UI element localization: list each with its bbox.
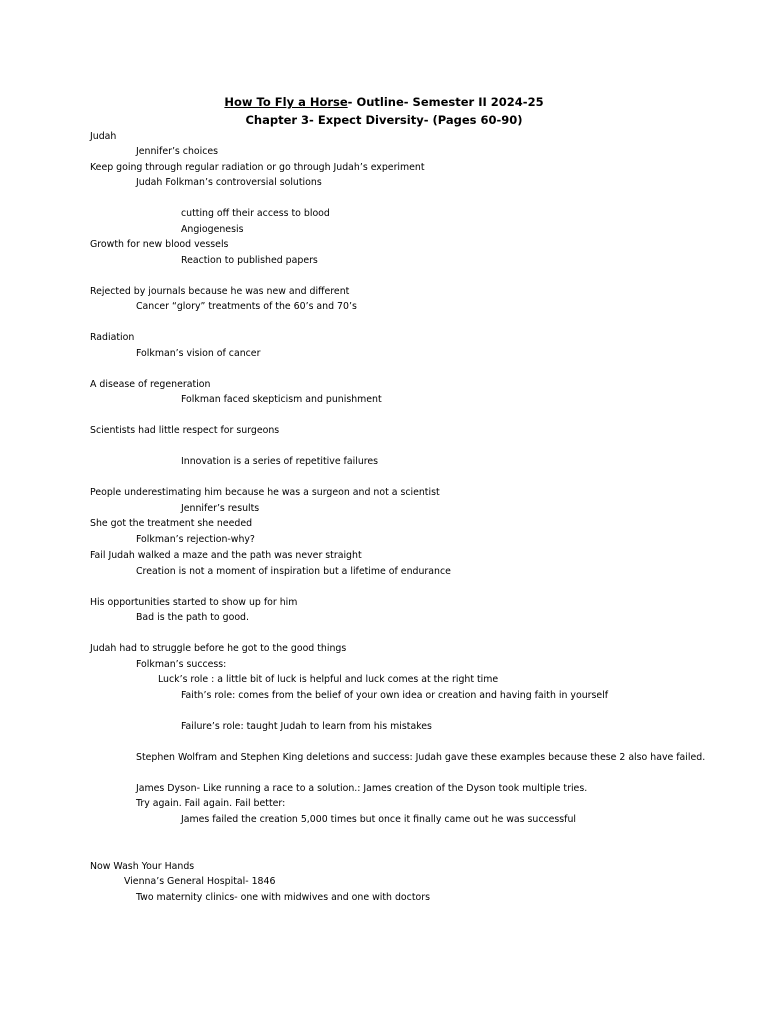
outline-line: Failure’s role: taught Judah to learn from his mistakes <box>181 721 432 732</box>
outline-line: Stephen Wolfram and Stephen King deletions and success: Judah gave these examples because these 2 also have failed. <box>136 752 706 763</box>
outline-line: Folkman’s success: <box>136 659 227 670</box>
outline-line: Judah had to struggle before he got to the good things <box>90 643 347 654</box>
outline-line: Angiogenesis <box>181 224 244 235</box>
outline-line: Keep going through regular radiation or go through Judah’s experiment <box>90 162 425 173</box>
document-title <box>0 95 768 109</box>
outline-line: Luck’s role : a little bit of luck is helpful and luck comes at the right time <box>158 674 499 685</box>
outline-line: Radiation <box>90 332 135 343</box>
outline-line: Rejected by journals because he was new and different <box>90 286 350 297</box>
outline-line: Folkman’s vision of cancer <box>136 348 261 359</box>
outline-line: Jennifer’s results <box>181 503 260 514</box>
outline-line: People underestimating him because he was a surgeon and not a scientist <box>90 487 440 498</box>
outline-line: Now Wash Your Hands <box>90 861 195 872</box>
outline-line: Fail Judah walked a maze and the path was never straight <box>90 550 362 561</box>
outline-line: Innovation is a series of repetitive failures <box>181 456 379 467</box>
outline-line: She got the treatment she needed <box>90 518 253 529</box>
outline-line: Folkman’s rejection-why? <box>136 534 255 545</box>
chapter-heading: Chapter 3- Expect Diversity- (Pages 60-90) <box>245 113 523 127</box>
outline-line: Judah <box>90 131 117 142</box>
title-suffix: - Outline- Semester II 2024-25 <box>347 95 544 109</box>
outline-line: James failed the creation 5,000 times but once it finally came out he was successful <box>181 814 577 825</box>
outline-line: Bad is the path to good. <box>136 612 249 623</box>
outline-line: Cancer “glory” treatments of the 60’s and 70’s <box>136 301 357 312</box>
outline-line: Two maternity clinics- one with midwives and one with doctors <box>136 892 430 903</box>
outline-line: Reaction to published papers <box>181 255 318 266</box>
outline-line: Folkman faced skepticism and punishment <box>181 394 382 405</box>
outline-line: Scientists had little respect for surgeons <box>90 425 280 436</box>
outline-line: Try again. Fail again. Fail better: <box>136 798 286 809</box>
outline-line: A disease of regeneration <box>90 379 211 390</box>
outline-line: Growth for new blood vessels <box>90 239 229 250</box>
outline-line: cutting off their access to blood <box>181 208 330 219</box>
outline-line: Vienna’s General Hospital- 1846 <box>124 876 276 887</box>
outline-line: Jennifer’s choices <box>136 146 219 157</box>
outline-line: Faith’s role: comes from the belief of your own idea or creation and having faith in yourself <box>181 690 609 701</box>
outline-line: His opportunities started to show up for him <box>90 597 298 608</box>
outline-line: Judah Folkman’s controversial solutions <box>136 177 322 188</box>
outline-line: James Dyson- Like running a race to a solution.: James creation of the Dyson took multiple tries. <box>136 783 588 794</box>
book-title: How To Fly a Horse <box>224 95 348 109</box>
outline-line: Creation is not a moment of inspiration but a lifetime of endurance <box>136 566 451 577</box>
